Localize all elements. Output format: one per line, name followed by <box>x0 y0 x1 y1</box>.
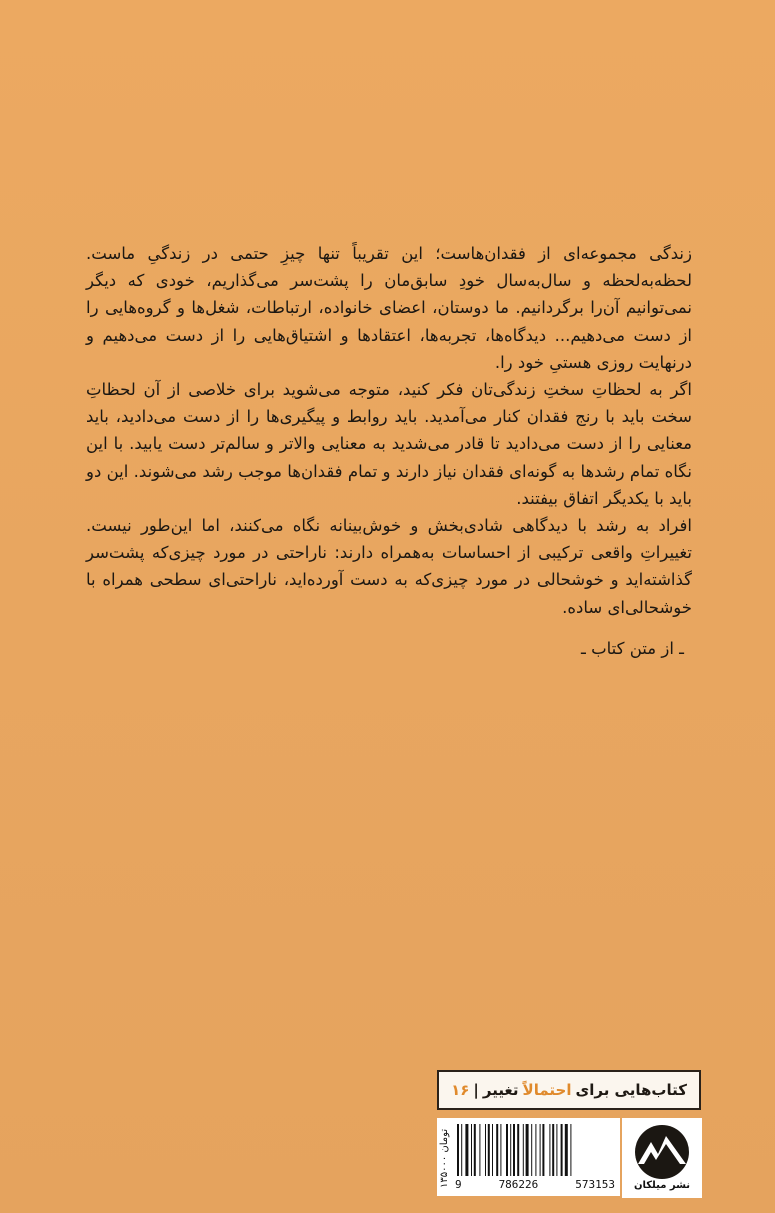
series-number: ۱۶ <box>451 1081 470 1099</box>
excerpt-paragraph-2: اگر به لحظاتِ سختِ زندگی‌تان فکر کنید، متوجه می‌شوید برای خلاصی از آن لحظاتِ سخت باید با رنج فقدان کنار می‌آمدید. باید روابط و پیگیری‌ها را از دست می‌دادید، باید معنایی را از دست می‌دادید تا قادر می‌شدید به معنایی والاتر و سالم‌تر دست یابید. با این نگاه تمام رشدها به گونه‌ای فقدان نیاز دارند و تمام فقدان‌ها موجب رشد می‌شوند. این دو باید با یکدیگر اتفاق بیفتند. <box>86 380 692 508</box>
excerpt-source: ـ از متن کتاب ـ <box>581 638 684 658</box>
series-suffix: تغییر <box>482 1081 519 1099</box>
barcode-digit-group-2: 786226 <box>498 1178 539 1191</box>
series-label <box>437 1070 701 1110</box>
series-highlight: احتمالاً <box>522 1081 572 1099</box>
excerpt-paragraph-3: افراد به رشد با دیدگاهی شادی‌بخش و خوش‌بینانه نگاه می‌کنند، اما این‌طور نیست. تغییراتِ واقعی ترکیبی از احساسات به‌همراه دارند: ناراحتی در مورد چیزی‌که پشت‌سر گذاشته‌اید و خوشحالی در مورد چیزی‌که به دست آورده‌اید، ناراحتی‌ای سطحی همراه با خوشحالی‌ای ساده. <box>86 516 692 617</box>
series-separator: | <box>473 1081 479 1099</box>
publisher-logo <box>622 1118 702 1198</box>
price-label: ۱۳۵۰۰۰ تومان <box>439 1128 450 1188</box>
barcode <box>437 1118 620 1196</box>
barcode-digits <box>455 1178 615 1191</box>
publisher-name: نشر میلکان <box>633 1180 691 1191</box>
series-prefix: کتاب‌هایی برای <box>575 1081 687 1099</box>
book-excerpt <box>86 240 692 662</box>
excerpt-paragraph-1: زندگی مجموعه‌ای از فقدان‌هاست؛ این تقریباً تنها چیزِ حتمی در زندگیِ ماست. لحظه‌به‌لحظه و سال‌به‌سال خودِ سابق‌مان را پشت‌سر می‌گذاریم، خودی که دیگر نمی‌توانیم آن‌را برگردانیم. ما دوستان، اعضای خانواده، ارتباطات، شغل‌ها و گروه‌هایی را از دست می‌دهیم... دیدگاه‌ها، تجربه‌ها، اعتقادها و اشتیاق‌هایی را از دست می‌دهیم و درنهایت روزی هستیِ خود را. <box>86 244 692 372</box>
barcode-digit-group-1: 9 <box>455 1178 462 1191</box>
barcode-digit-group-3: 573153 <box>575 1178 615 1191</box>
